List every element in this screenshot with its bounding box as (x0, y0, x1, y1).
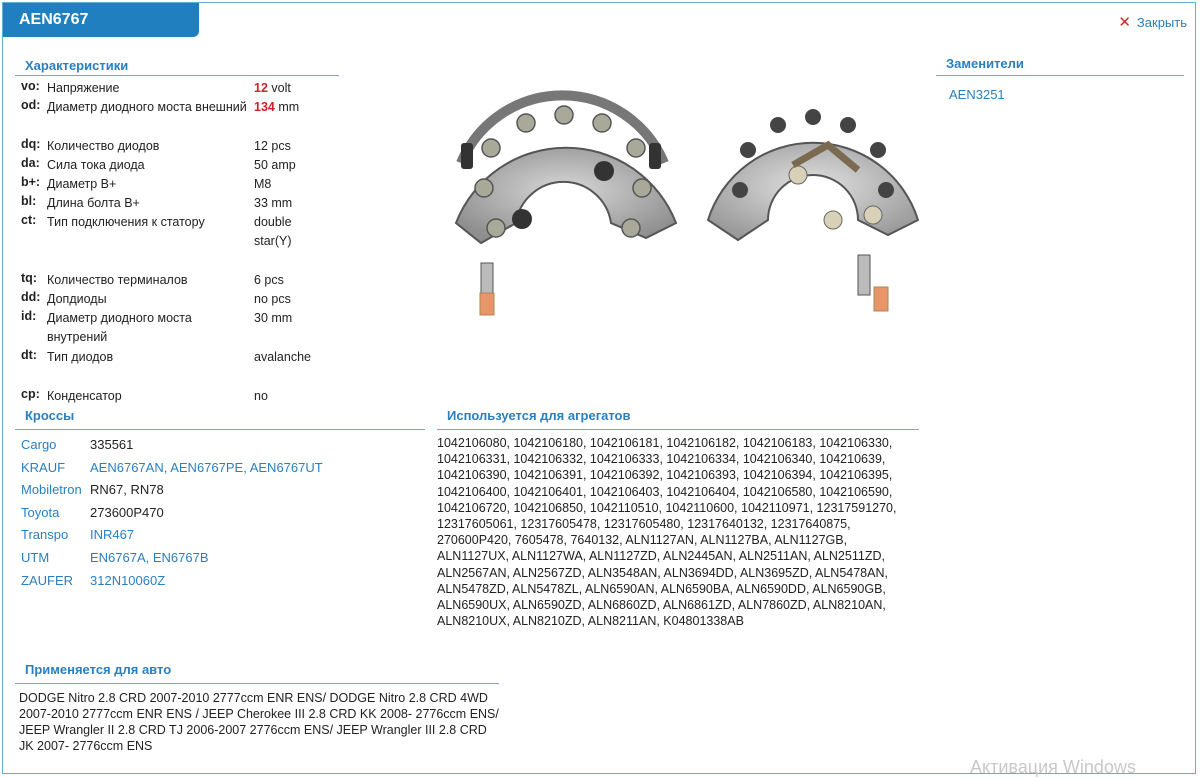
close-button[interactable] (1118, 13, 1187, 31)
spec-code: ct: (21, 213, 37, 227)
spec-label: Диаметр диодного моста внутрений (47, 311, 192, 344)
product-title: AEN6767 (3, 3, 199, 37)
spec-value-number: 30 mm (254, 311, 293, 325)
spec-value (254, 387, 324, 406)
spec-label: Тип диодов (47, 350, 114, 364)
spec-value (254, 309, 324, 328)
spec-code: b+: (21, 175, 41, 189)
product-photo-back[interactable] (698, 55, 928, 325)
product-card (2, 2, 1196, 774)
cross-numbers[interactable]: EN6767A, EN6767B (90, 550, 209, 565)
spec-code: od: (21, 98, 41, 112)
spec-value-number: no pcs (254, 292, 291, 306)
spec-value (254, 271, 324, 290)
spec-value-number: 50 amp (254, 158, 296, 172)
cross-numbers[interactable]: AEN6767AN, AEN6767PE, AEN6767UT (90, 459, 323, 475)
substitute-link[interactable] (949, 87, 1005, 102)
spec-label: Диаметр диодного моста внешний (47, 100, 247, 114)
cross-numbers[interactable]: 312N10060Z (90, 572, 166, 588)
product-photo-front[interactable] (436, 53, 686, 325)
spec-value (254, 79, 324, 98)
spec-label: Количество терминалов (47, 273, 188, 287)
cross-brand-link[interactable]: Mobiletron (21, 482, 82, 498)
spec-label: Конденсатор (47, 389, 122, 403)
spec-code: dt: (21, 348, 37, 362)
spec-value-number: 33 mm (254, 196, 293, 210)
cross-brand-link[interactable]: ZAUFER (21, 572, 73, 588)
cross-brand-link[interactable]: Transpo (21, 527, 69, 543)
applied-cars-list: DODGE Nitro 2.8 CRD 2007-2010 2777ccm ENR ENS/ DODGE Nitro 2.8 CRD 4WD 2007-2010 2777ccm ENR ENS / JEEP Cherokee III 2.8 CRD KK 2008- 2776ccm ENS/ JEEP Wrangler II 2.8 CRD TJ 2006-2007 2776ccm ENS/ JEEP Wrangler III 2.8 CRD JK 2007- 2776ccm ENS (19, 691, 499, 753)
spec-label: Напряжение (47, 81, 120, 95)
cross-brand-link[interactable]: Cargo (21, 437, 57, 452)
section-used-for-title: Используется для агрегатов (437, 408, 919, 430)
section-applied-cars-title: Применяется для авто (15, 662, 499, 684)
spec-code: tq: (21, 271, 37, 285)
section-substitutes-title: Заменители (936, 56, 1184, 76)
spec-value (254, 194, 324, 213)
cross-brand-link[interactable]: UTM (21, 550, 50, 565)
spec-value-number: 12 (254, 81, 268, 95)
spec-code: bl: (21, 194, 37, 208)
used-for-list: 1042106080, 1042106180, 1042106181, 1042106182, 1042106183, 1042106330, 1042106331, 1042106332, 1042106333, 1042106334, 1042106340, 104210639, 1042106390, 1042106391, 1042106392, 1042106393, 1042106394, 1042106395, 1042106400, 1042106401, 1042106403, 1042106404, 1042106580, 1042106590, 1042106720, 1042106850, 1042110510, 1042110600, 1042110971, 12317591270, 12317605061, 12317605478, 12317605480, 12317640132, 12317640875, 270600P420, 7605478, 7640132, ALN1127AN, ALN1127BA, ALN1127GB, ALN1127UX, ALN1127WA, ALN1127ZD, ALN2445AN, ALN2511AN, ALN2511ZD, ALN2567AN, ALN2567ZD, ALN3548AN, ALN3694DD, ALN3695ZD, ALN5478AN, ALN5478ZD, ALN5478ZL, ALN6590AN, ALN6590BA, ALN6590DD, ALN6590GB, ALN6590UX, ALN6590ZD, ALN6860ZD, ALN6861ZD, ALN7860ZD, ALN8210AN, ALN8210UX, ALN8210ZD, ALN8211AN, K04801338AB (437, 436, 897, 629)
spec-code: dd: (21, 290, 41, 304)
spec-value-number: 12 pcs (254, 139, 291, 153)
spec-value (254, 137, 324, 156)
spec-value-unit: volt (271, 81, 291, 95)
substitute-link-text[interactable]: AEN3251 (949, 87, 1005, 102)
spec-value-number: double star(Y) (254, 215, 292, 248)
spec-value-number: M8 (254, 177, 272, 191)
spec-value-number: avalanche (254, 350, 311, 364)
spec-code: da: (21, 156, 40, 170)
spec-value (254, 290, 324, 309)
cross-numbers: 335561 (90, 437, 134, 452)
spec-label: Диаметр B+ (47, 177, 117, 191)
spec-code: dq: (21, 137, 41, 151)
close-icon: ✕ (1118, 14, 1131, 31)
close-label: Закрыть (1136, 14, 1187, 30)
spec-code: id: (21, 309, 37, 323)
windows-activation-watermark: Активация Windows (970, 757, 1136, 777)
spec-value-unit: mm (278, 100, 300, 114)
spec-value (254, 213, 324, 251)
spec-code: cp: (21, 387, 40, 401)
cross-numbers: 273600P470 (90, 504, 164, 520)
spec-value (254, 156, 324, 175)
spec-label: Тип подключения к статору (47, 215, 205, 229)
spec-value (254, 175, 324, 194)
spec-label: Длина болта B+ (47, 196, 140, 210)
section-crosses-title: Кроссы (15, 408, 425, 430)
cross-brand-link[interactable]: Toyota (21, 504, 60, 520)
cross-brand-link[interactable]: KRAUF (21, 459, 66, 475)
spec-label: Допдиоды (47, 292, 107, 306)
spec-value (254, 348, 324, 367)
cross-numbers[interactable]: INR467 (90, 527, 135, 543)
spec-value-number: 134 (254, 100, 275, 114)
spec-code: vo: (21, 79, 40, 93)
spec-label: Количество диодов (47, 139, 160, 153)
spec-value-number: no (254, 389, 268, 403)
cross-numbers: RN67, RN78 (90, 482, 164, 498)
section-specs-title: Характеристики (15, 58, 339, 76)
spec-value-number: 6 pcs (254, 273, 284, 287)
spec-value (254, 98, 324, 117)
spec-label: Сила тока диода (47, 158, 145, 172)
